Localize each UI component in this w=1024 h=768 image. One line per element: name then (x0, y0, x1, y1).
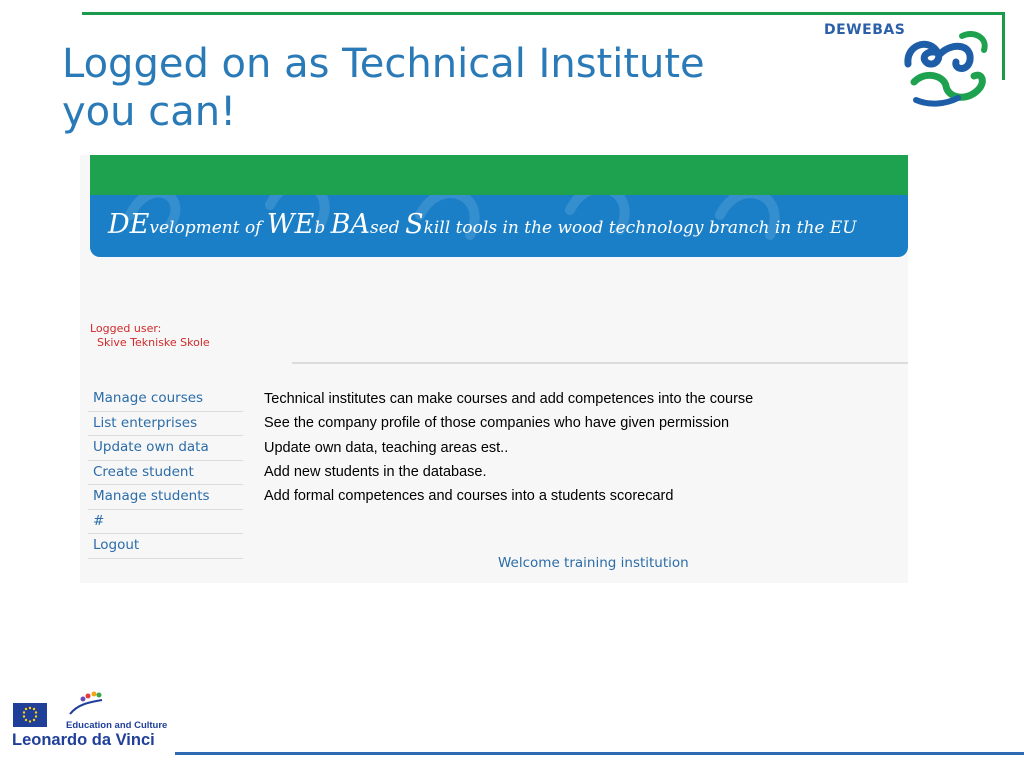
banner-title-part: WE (266, 209, 315, 240)
education-culture-label: Education and Culture (66, 720, 168, 731)
header-divider (292, 362, 908, 364)
slide-title-line1: Logged on as Technical Institute (62, 41, 705, 87)
slide-title (62, 40, 822, 136)
leonardo-figures-icon (66, 690, 106, 718)
top-divider (82, 12, 1004, 15)
banner-title-part: S (405, 209, 424, 240)
banner-title (108, 209, 857, 240)
bottom-divider (175, 752, 1024, 755)
dewebas-swirl-logo-icon (896, 24, 996, 108)
description-line: Add formal competences and courses into a students scorecard (264, 488, 674, 505)
sidebar-item-hash[interactable]: # (88, 510, 243, 535)
sidebar-item-update-own-data[interactable]: Update own data (88, 436, 243, 461)
welcome-message: Welcome training institution (498, 555, 689, 571)
logged-user-label: Logged user: (90, 322, 162, 335)
description-line: Add new students in the database. (264, 463, 487, 480)
slide-title-line2: you can! (62, 89, 237, 135)
banner-title-part: sed (369, 218, 406, 238)
site-banner (90, 195, 908, 257)
logged-user-name: Skive Tekniske Skole (97, 336, 210, 349)
eu-stars-icon (13, 703, 47, 727)
description-line: See the company profile of those companies who have given permission (264, 415, 730, 432)
banner-title-part: velopment of (149, 218, 267, 238)
app-screenshot (80, 155, 908, 583)
description-line: Update own data, teaching areas est.. (264, 439, 509, 456)
sidebar-item-manage-students[interactable]: Manage students (88, 485, 243, 510)
banner-title-part: kill tools in the wood technology branch in the EU (423, 218, 857, 238)
banner-top-stripe (90, 155, 908, 195)
eu-flag-icon (13, 703, 47, 727)
sidebar-item-manage-courses[interactable]: Manage courses (88, 387, 243, 412)
menu-descriptions (264, 391, 904, 512)
sidebar-item-logout[interactable]: Logout (88, 534, 243, 559)
banner-title-part: BA (330, 209, 370, 240)
banner-title-part: b (314, 218, 331, 238)
brand-name: DEWEBAS (824, 22, 906, 38)
leonardo-da-vinci-label: Leonardo da Vinci (12, 731, 155, 749)
description-line: Technical institutes can make courses and add competences into the course (264, 391, 754, 407)
top-divider-right (1002, 12, 1005, 80)
sidebar-item-list-enterprises[interactable]: List enterprises (88, 412, 243, 437)
sidebar-menu (88, 387, 243, 559)
sidebar-item-create-student[interactable]: Create student (88, 461, 243, 486)
banner-title-part: DE (108, 209, 150, 240)
